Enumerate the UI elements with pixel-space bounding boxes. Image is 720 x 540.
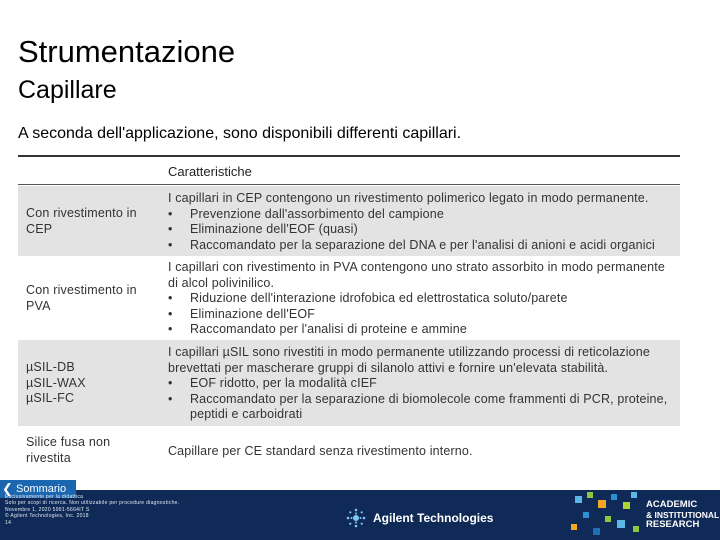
decorative-squares [565, 490, 645, 540]
row-description [168, 444, 676, 460]
bullet-item: • Prevenzione dall'assorbimento del campione [168, 206, 444, 221]
bullet-item: • Raccomandato per la separazione del DNA e per l'analisi di anioni e acidi organici [168, 237, 655, 252]
row-name: µSIL-DB µSIL-WAX µSIL-FC [26, 360, 86, 405]
table-top-rule [18, 155, 680, 157]
row-name: Con rivestimento in PVA [26, 283, 137, 313]
column-header: Caratteristiche [168, 164, 252, 179]
spark-icon [345, 507, 367, 529]
bullet-item: • Riduzione dell'interazione idrofobica ed elettrostatica soluto/parete [168, 291, 568, 305]
description-line: I capillari con rivestimento in PVA contengono uno strato assorbito in modo permanente di alcol polivinilico. [168, 260, 665, 290]
agilent-logo [345, 506, 493, 530]
description-line: I capillari µSIL sono rivestiti in modo permanente utilizzando processi di reticolazione brevettati per mascherare gruppi di silanolo attivi e fornire un'elevata stabilità. [168, 345, 650, 375]
table-row [18, 340, 680, 426]
bullet-item: • Eliminazione dell'EOF (quasi) [168, 222, 358, 236]
chevron-left-icon: ❮ [2, 481, 13, 496]
brand-name: Agilent Technologies [373, 511, 494, 525]
bullet-item: • Raccomandato per la separazione di biomolecole come frammenti di PCR, proteine, peptidi e carboidrati [168, 391, 668, 421]
description-line: I capillari in CEP contengono un rivestimento polimerico legato in modo permanente. [168, 191, 649, 205]
program-logo: ACADEMIC & INSTITUTIONAL RESEARCH [646, 499, 720, 530]
bullet-item: • EOF ridotto, per la modalità cIEF [168, 376, 377, 390]
page-subtitle: Capillare [18, 76, 117, 104]
page-title: Strumentazione [18, 34, 236, 69]
legal-notice: Esclusivamente per la didattica Solo per scopi di ricerca. Non utilizzabile per procedure diagnostiche. Novembre 1, 2020 5991-5664IT S © Agilent Technologies, Inc. 2018 14 [5, 494, 180, 526]
row-description [168, 191, 676, 253]
table-header-rule [18, 184, 680, 185]
row-name: Silice fusa non rivestita [26, 435, 111, 465]
intro-text: A seconda dell'applicazione, sono disponibili differenti capillari. [18, 125, 462, 142]
table-row [18, 256, 680, 340]
table-row [18, 186, 680, 256]
description-line: Capillare per CE standard senza rivestimento interno. [168, 444, 473, 458]
row-name: Con rivestimento in CEP [26, 206, 137, 236]
table-row [18, 426, 680, 476]
bullet-item: • Eliminazione dell'EOF [168, 306, 316, 321]
sommario-label: Sommario [16, 483, 67, 495]
row-description [168, 260, 676, 338]
bullet-item: • Raccomandato per l'analisi di proteine e ammine [168, 322, 467, 336]
row-description [168, 345, 676, 423]
